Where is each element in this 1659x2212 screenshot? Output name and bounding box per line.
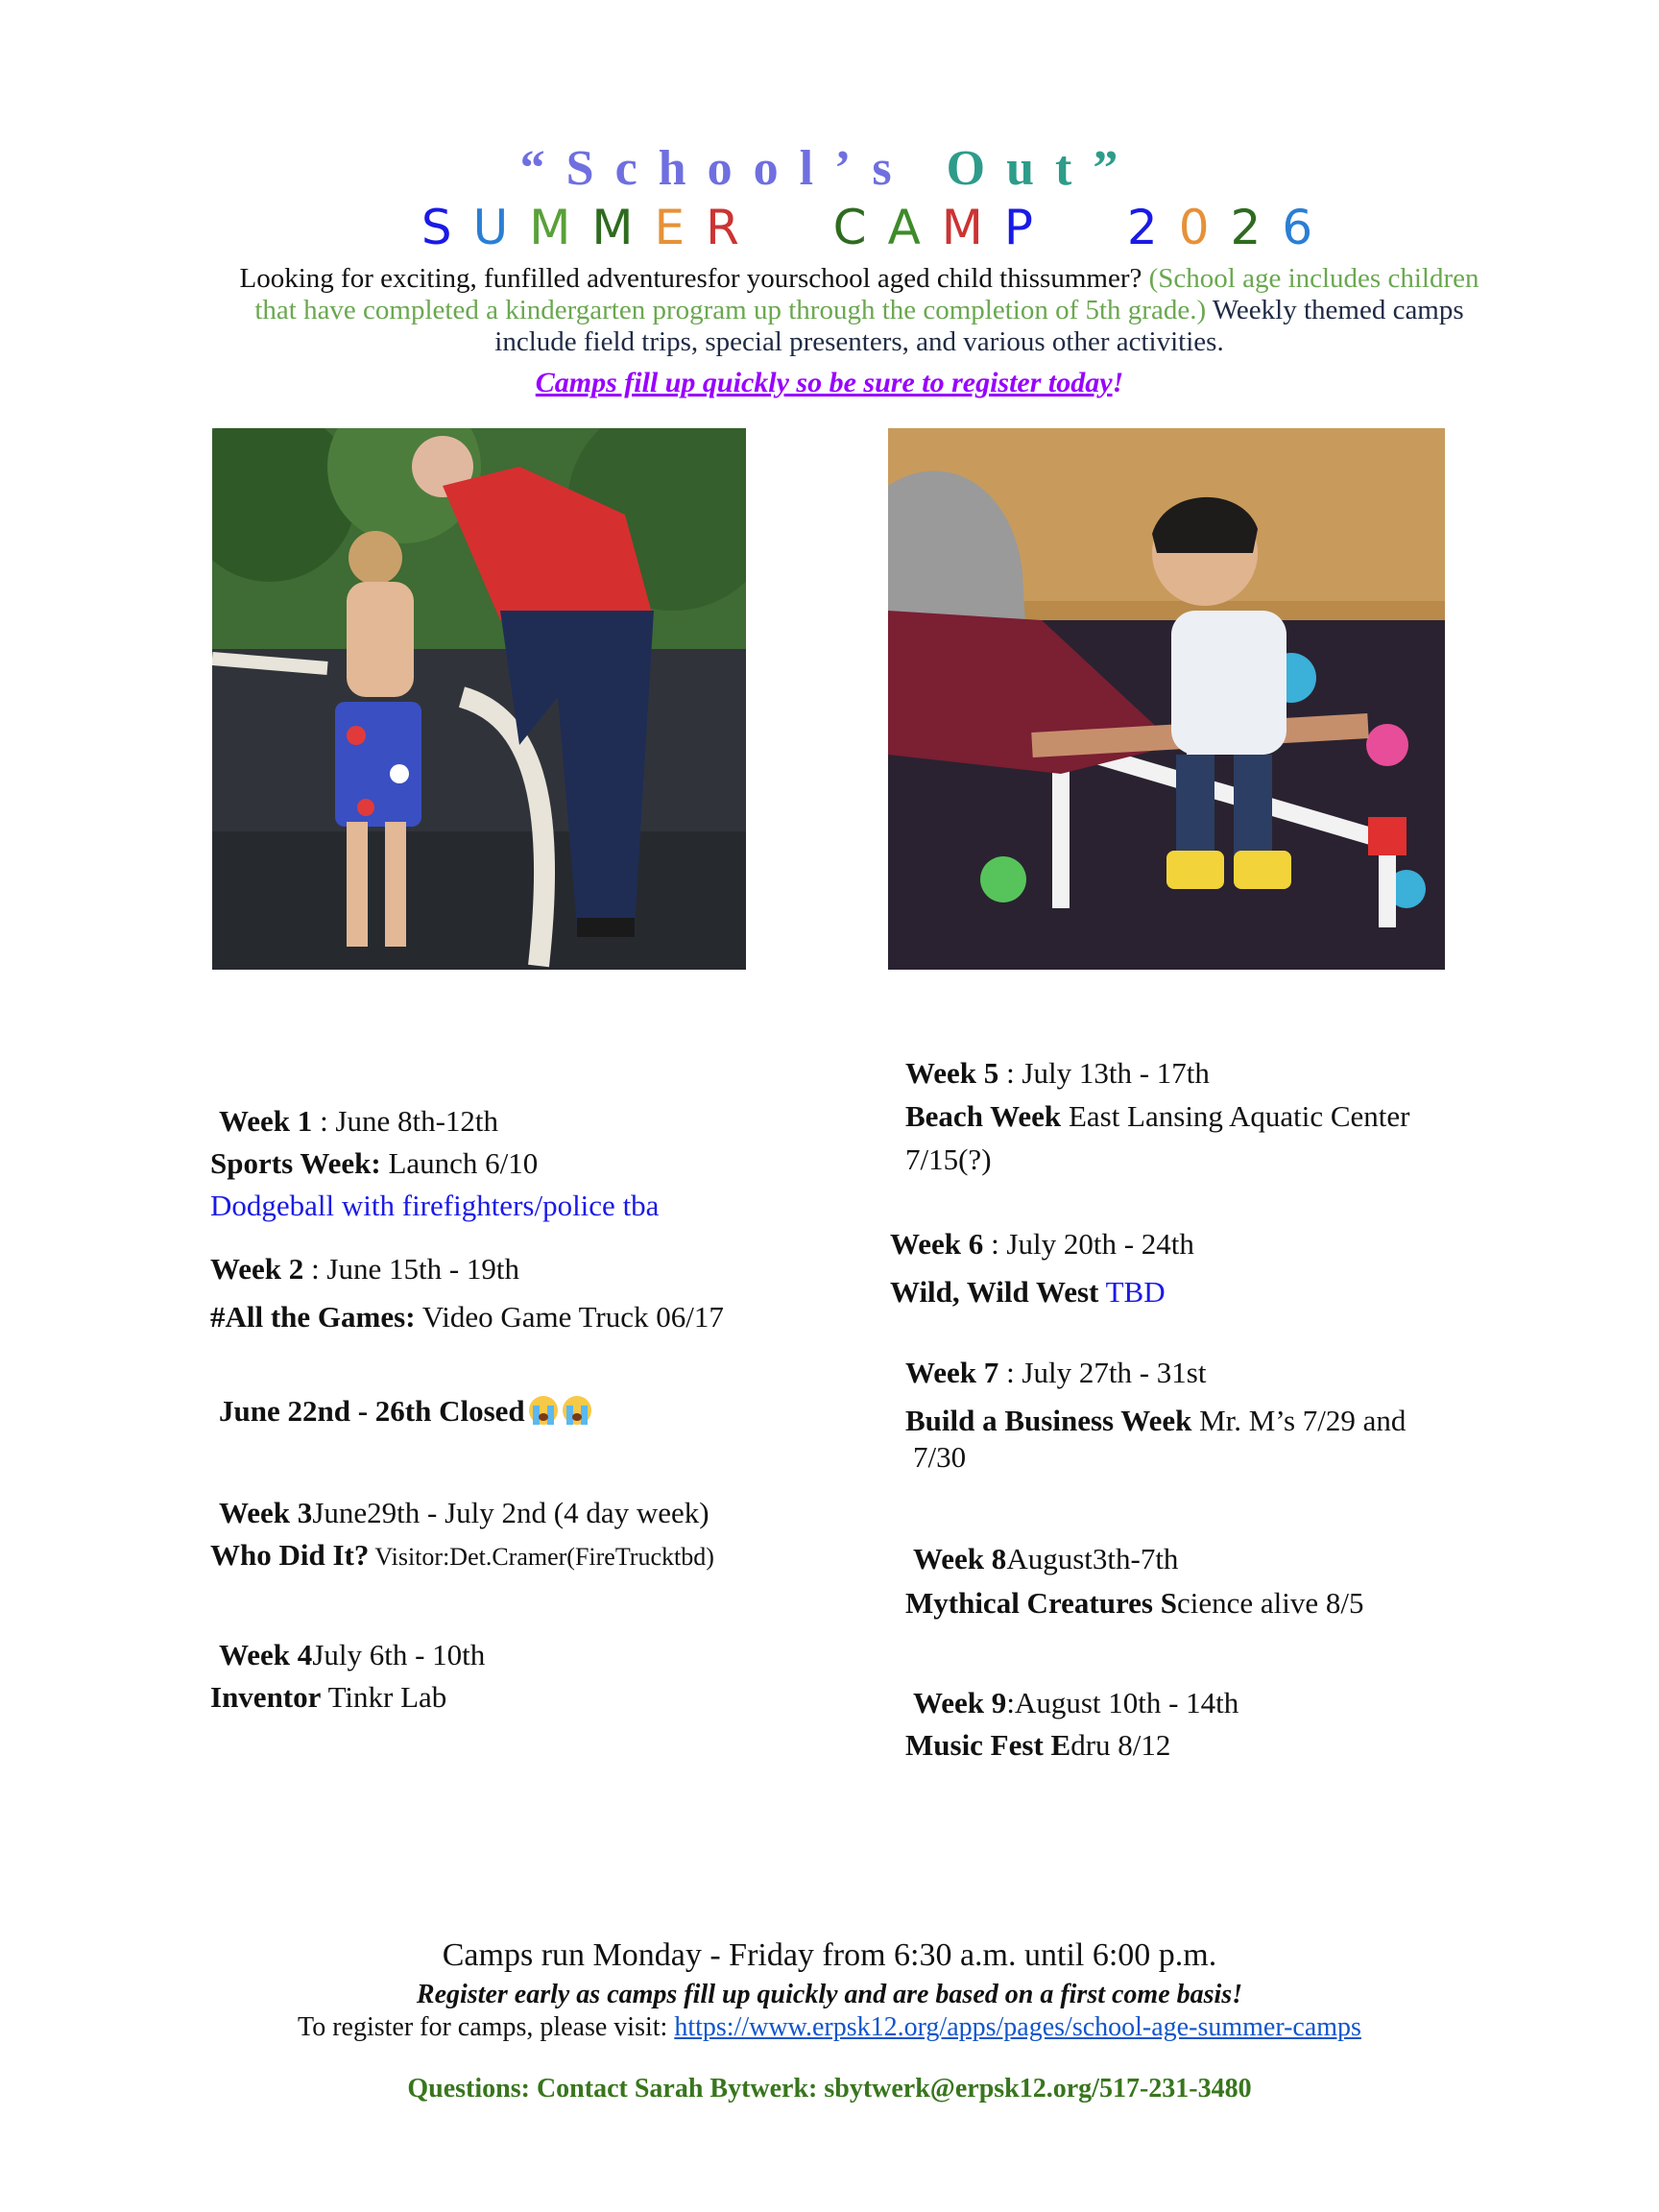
week-2-label: Week 2 — [210, 1252, 304, 1286]
week-9-theme-name: Music Fest E — [905, 1728, 1071, 1762]
week-3-theme-name: Who Did It? — [210, 1538, 370, 1572]
title-line-1-letter — [913, 140, 947, 197]
tagline-text: Camps fill up quickly so be sure to register today — [535, 367, 1113, 398]
week-1-extra: Dodgeball with firefighters/police tba — [210, 1189, 660, 1222]
week-8-theme — [905, 1586, 1364, 1621]
week-7-label: Week 7 — [905, 1356, 999, 1389]
week-4-label: Week 4 — [219, 1638, 313, 1671]
tagline — [0, 367, 1659, 399]
title-line-2-letter — [1091, 200, 1127, 255]
week-8-theme-name: Mythical Creatures S — [905, 1586, 1177, 1620]
week-6-header — [890, 1227, 1194, 1262]
week-6-theme — [890, 1275, 1166, 1310]
register-line — [0, 2012, 1659, 2043]
closed-week-text: June 22nd - 26th Closed — [219, 1394, 525, 1429]
week-4-theme-name: Inventor — [210, 1680, 322, 1714]
title-line-1-letter: s — [872, 141, 913, 196]
title-line-2-letter — [1054, 200, 1091, 255]
intro-part-3: Weekly themed camps include field trips, special presenters, and various other activities. — [494, 295, 1464, 357]
title-line-2-letter: M — [529, 200, 592, 255]
title-line-1-letter: l — [799, 141, 835, 196]
week-6-detail: TBD — [1098, 1275, 1166, 1309]
week-5-detail-2: 7/15(?) — [905, 1142, 992, 1176]
title-line-1-letter: ’ — [834, 141, 873, 196]
week-7-detail-2: 7/30 — [913, 1440, 967, 1474]
week-9-label: Week 9 — [913, 1686, 1007, 1719]
title-line-2-letter: S — [421, 200, 473, 255]
week-2-detail: Video Game Truck 06/17 — [415, 1300, 724, 1334]
title-line-2-letter: R — [706, 200, 760, 255]
title-line-1-letter: O — [946, 141, 1007, 196]
photo-roller-skating — [888, 428, 1445, 970]
title-line-1-letter: h — [658, 141, 708, 196]
week-3-label: Week 3 — [219, 1496, 313, 1529]
title-line-1-letter: “ — [519, 141, 566, 196]
week-3-dates: June29th - July 2nd (4 day week) — [312, 1496, 709, 1529]
title-line-2-letter: E — [654, 200, 707, 255]
title-line-1 — [0, 140, 1659, 197]
week-1-label: Week 1 — [219, 1104, 313, 1138]
title-line-2-letter: 2 — [1230, 200, 1283, 255]
week-6-label: Week 6 — [890, 1227, 984, 1261]
intro-part-1: Looking for exciting, funfilled adventuresfor yourschool aged child thissummer? — [239, 263, 1142, 294]
contact-line: Questions: Contact Sarah Bytwerk: sbytwerk@erpsk12.org/517-231-3480 — [407, 2074, 1252, 2104]
title-line-1-letter: o — [707, 141, 754, 196]
week-3-detail: Visitor:Det.Cramer(FireTrucktbd) — [369, 1543, 714, 1571]
week-7-detail: Mr. M’s 7/29 and — [1191, 1404, 1407, 1437]
week-1-theme-name: Sports Week: — [210, 1146, 381, 1180]
week-4-header — [219, 1638, 485, 1672]
title-line-1-letter: o — [753, 141, 800, 196]
week-1-dates: : June 8th-12th — [312, 1104, 499, 1138]
week-7-dates: : July 27th - 31st — [998, 1356, 1207, 1389]
title-line-2-letter: M — [941, 200, 1004, 255]
week-7-theme-name: Build a Business Week — [905, 1404, 1192, 1437]
title-line-2-letter: 0 — [1178, 200, 1231, 255]
title-line-2 — [0, 200, 1659, 255]
week-8-header — [913, 1542, 1178, 1576]
week-4-detail: Tinkr Lab — [321, 1680, 447, 1714]
week-5-dates: : July 13th - 17th — [998, 1056, 1210, 1090]
title-line-1-letter: S — [565, 141, 615, 196]
camp-hours: Camps run Monday - Friday from 6:30 a.m. until 6:00 p.m. — [442, 1937, 1217, 1973]
title-line-2-letter: U — [472, 200, 530, 255]
week-8-label: Week 8 — [913, 1542, 1007, 1575]
title-line-2-letter: A — [887, 200, 942, 255]
title-line-2-letter — [760, 200, 797, 255]
week-2-theme — [210, 1300, 724, 1334]
title-line-2-letter: 2 — [1126, 200, 1179, 255]
week-9-theme — [905, 1728, 1170, 1763]
week-6-theme-name: Wild, Wild West — [890, 1275, 1099, 1309]
week-2-header — [210, 1252, 519, 1286]
week-4-theme — [210, 1680, 446, 1715]
intro-paragraph — [230, 263, 1488, 358]
week-5-header — [905, 1056, 1210, 1091]
register-note: Register early as camps fill up quickly and are based on a first come basis! — [416, 1980, 1243, 2009]
week-5-label: Week 5 — [905, 1056, 999, 1090]
crying-face-icon — [527, 1394, 594, 1434]
photo-firefighter-hose — [212, 428, 746, 970]
week-1-theme — [210, 1146, 538, 1181]
week-9-detail: dru 8/12 — [1070, 1728, 1171, 1762]
title-line-2-letter: P — [1003, 200, 1055, 255]
title-line-2-letter: 6 — [1282, 200, 1334, 255]
title-line-2-letter — [797, 200, 833, 255]
intro-part-2: (School age includes children that have completed a kindergarten program up through the completion of 5th grade.) — [254, 263, 1479, 325]
week-5-detail: East Lansing Aquatic Center — [1061, 1099, 1410, 1133]
title-line-1-letter: ” — [1093, 141, 1140, 196]
photo-roller-skating-graphic — [888, 428, 1445, 970]
week-2-theme-name: #All the Games: — [210, 1300, 416, 1334]
week-2-dates: : June 15th - 19th — [303, 1252, 520, 1286]
week-1-header — [219, 1104, 498, 1139]
week-6-dates: : July 20th - 24th — [983, 1227, 1194, 1261]
tagline-end: ! — [1112, 367, 1124, 398]
week-9-dates: :August 10th - 14th — [1006, 1686, 1239, 1719]
title-line-1-letter: c — [614, 141, 659, 196]
week-4-dates: July 6th - 10th — [312, 1638, 486, 1671]
week-7-theme — [905, 1404, 1406, 1438]
week-5-theme — [905, 1099, 1409, 1134]
week-3-header — [219, 1496, 709, 1530]
title-line-2-letter: C — [832, 200, 888, 255]
week-7-header — [905, 1356, 1206, 1390]
week-1-detail: Launch 6/10 — [380, 1146, 539, 1180]
register-link[interactable]: https://www.erpsk12.org/apps/pages/school-age-summer-camps — [674, 2012, 1361, 2042]
title-line-1-letter: u — [1006, 141, 1055, 196]
title-line-1-letter: t — [1055, 141, 1094, 196]
week-8-dates: August3th-7th — [1006, 1542, 1179, 1575]
photo-firefighter-hose-graphic — [212, 428, 746, 970]
week-8-detail: cience alive 8/5 — [1176, 1586, 1364, 1620]
title-line-2-letter: M — [591, 200, 655, 255]
week-9-header — [913, 1686, 1238, 1720]
week-5-theme-name: Beach Week — [905, 1099, 1062, 1133]
register-prefix: To register for camps, please visit: — [298, 2012, 675, 2042]
week-3-theme — [210, 1538, 714, 1573]
closed-week — [219, 1394, 594, 1434]
